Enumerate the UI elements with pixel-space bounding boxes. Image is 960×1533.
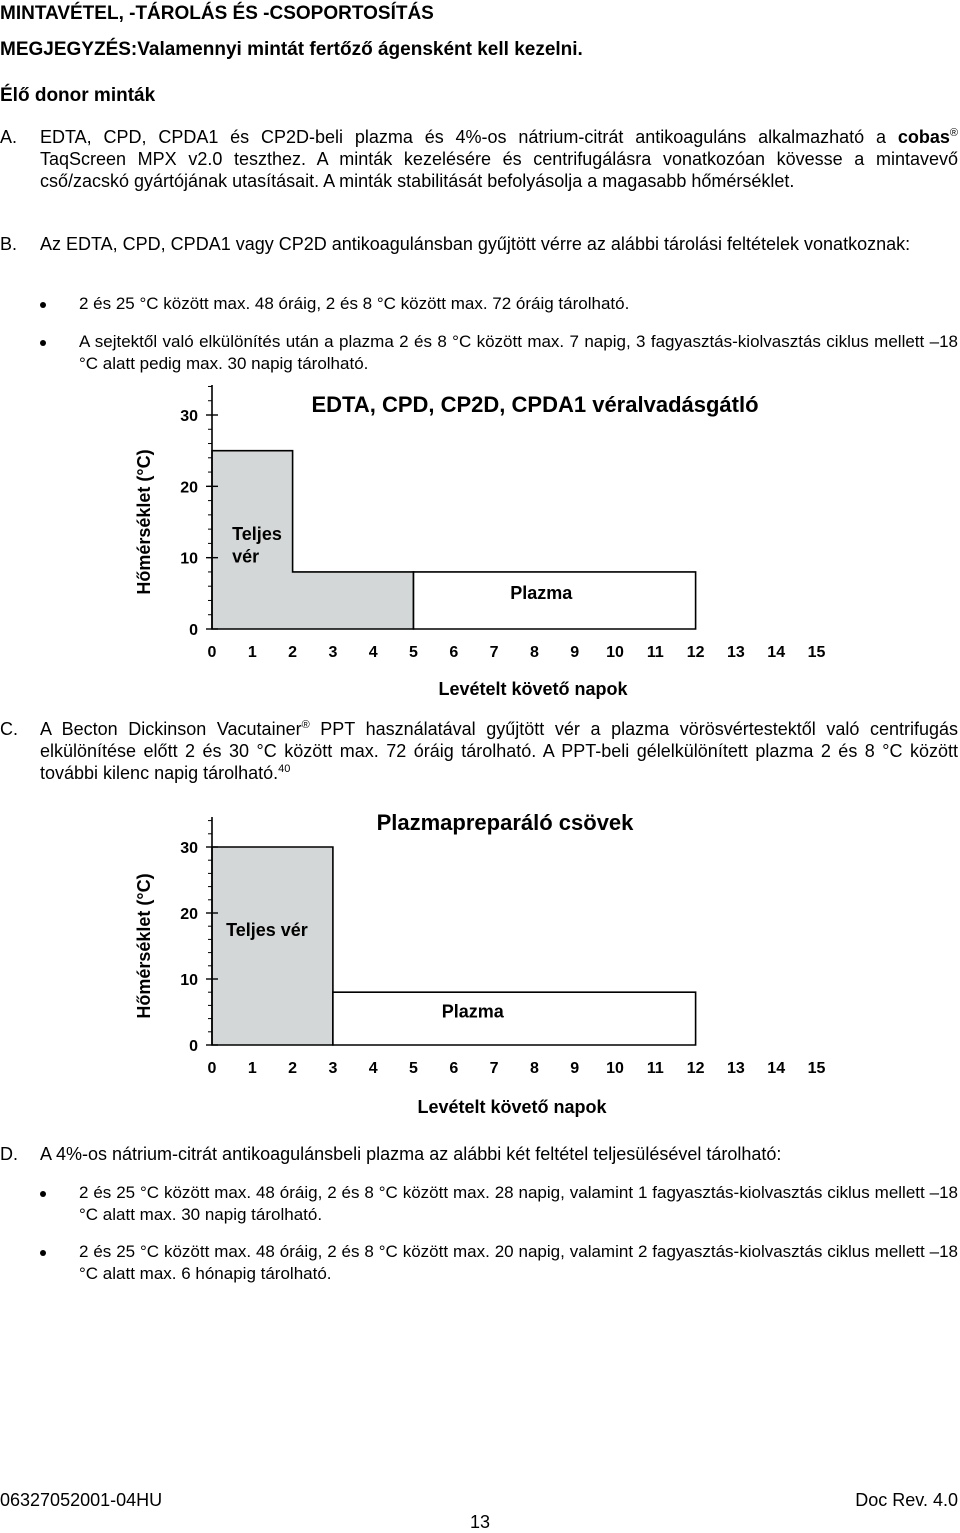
x-tick-label: 3 xyxy=(328,644,338,661)
x-tick-label: 8 xyxy=(529,644,539,661)
annotation-label: Teljes xyxy=(232,523,282,544)
footer-doc-number: 06327052001-04HU xyxy=(0,1490,163,1510)
x-tick-label: 11 xyxy=(646,1060,664,1077)
bullet-dot xyxy=(40,1191,46,1197)
item-letter-d: D. xyxy=(0,1144,18,1164)
x-axis-label: Levételt követő napok xyxy=(438,679,628,699)
reference-superscript: 40 xyxy=(278,763,291,775)
annotation-label: Plazma xyxy=(510,583,573,604)
chart-ppt-svg xyxy=(0,803,960,1123)
y-tick-label: 30 xyxy=(180,840,198,857)
item-letter-b: B. xyxy=(0,234,18,254)
x-tick-label: 12 xyxy=(686,1060,705,1077)
x-tick-label: 1 xyxy=(247,1060,257,1077)
paragraph-a-text-1: EDTA, CPD, CPDA1 és CP2D-beli plazma és 4%-os nátrium-citrát antikoaguláns alkalmazható a xyxy=(40,127,898,147)
chart-title: Plazmapreparáló csövek xyxy=(376,810,634,835)
registered-mark: ® xyxy=(949,127,958,139)
x-tick-label: 0 xyxy=(207,1060,217,1077)
annotation-label: Teljes vér xyxy=(226,920,308,941)
x-tick-label: 2 xyxy=(288,644,298,661)
annotation-label: vér xyxy=(232,546,260,567)
x-tick-label: 4 xyxy=(368,1060,378,1077)
bullet-dot xyxy=(40,1250,46,1256)
x-tick-label: 10 xyxy=(606,644,624,661)
bullet-dot xyxy=(40,340,46,346)
x-tick-label: 6 xyxy=(449,644,459,661)
list-item: 2 és 25 °C között max. 48 óráig, 2 és 8 °C között max. 20 napig, valamint 2 fagyasztás-kiolvasztás ciklus mellett –18 °C alatt max. 6 hónapig tárolható. xyxy=(0,1241,958,1285)
x-tick-label: 5 xyxy=(409,644,418,661)
annotation-label: Plazma xyxy=(441,1001,504,1022)
x-tick-label: 11 xyxy=(646,644,664,661)
x-tick-label: 3 xyxy=(328,1060,338,1077)
paragraph-d xyxy=(0,1143,958,1165)
y-axis-label: Hőmérséklet (°C) xyxy=(134,873,154,1019)
x-tick-label: 10 xyxy=(606,1060,624,1077)
paragraph-c xyxy=(0,718,958,784)
brand-cobas: cobas xyxy=(897,127,950,147)
x-tick-label: 15 xyxy=(807,644,826,661)
chart-ppt-storage xyxy=(0,803,960,1123)
registered-mark: ® xyxy=(301,719,310,731)
x-tick-label: 14 xyxy=(767,1060,786,1077)
x-tick-label: 5 xyxy=(409,1060,418,1077)
paragraph-b-text: Az EDTA, CPD, CPDA1 vagy CP2D antikoagulánsban gyűjtött vérre az alábbi tárolási feltételek vonatkoznak: xyxy=(40,234,911,254)
subheading-live-donor: Élő donor minták xyxy=(0,85,156,106)
y-tick-label: 10 xyxy=(180,550,198,568)
x-tick-label: 12 xyxy=(686,644,705,661)
series-area-0 xyxy=(212,847,333,1045)
x-tick-label: 9 xyxy=(570,1060,580,1077)
x-tick-label: 7 xyxy=(489,1060,499,1077)
list-item: A sejtektől való elkülönítés után a plazma 2 és 8 °C között max. 7 napig, 3 fagyasztás-kiolvasztás ciklus mellett –18 °C alatt pedig max. 30 napig tárolható. xyxy=(0,331,958,375)
series-area-1 xyxy=(333,992,696,1045)
x-tick-label: 2 xyxy=(288,1060,298,1077)
footer-page-number: 13 xyxy=(469,1512,491,1532)
paragraph-c-text-2: PPT használatával gyűjtött vér a plazma vörösvértestektől való centrifugás elkülönítése előtt 2 és 30 °C között max. 72 óráig tárolható. A PPT-beli gélelkülönített plazma 2 és 8 °C között további kilenc napig tárolható. xyxy=(40,719,958,783)
x-tick-label: 0 xyxy=(207,644,217,661)
y-tick-label: 20 xyxy=(180,479,198,497)
item-letter-c: C. xyxy=(0,719,18,739)
paragraph-a-text-2: TaqScreen MPX v2.0 teszthez. A minták kezelésére és centrifugálásra vonatkozóan kövesse a mintavevő cső/zacskó gyártójának utasításait. A minták stabilitását befolyásolja a magasabb hőmérséklet. xyxy=(40,149,958,191)
paragraph-b xyxy=(0,233,958,255)
paragraph-c-text-1: A Becton Dickinson Vacutainer xyxy=(40,719,302,739)
bullet-dot xyxy=(40,302,46,308)
y-tick-label: 0 xyxy=(189,622,198,639)
x-tick-label: 4 xyxy=(368,644,378,661)
y-axis-label: Hőmérséklet (°C) xyxy=(134,449,154,595)
chart-title: EDTA, CPD, CP2D, CPDA1 véralvadásgátló xyxy=(311,392,759,417)
item-letter-a: A. xyxy=(0,127,18,147)
chart-edta-svg xyxy=(0,385,960,705)
x-tick-label: 13 xyxy=(727,644,745,661)
chart-edta-storage xyxy=(0,385,960,705)
y-tick-label: 20 xyxy=(180,906,198,923)
x-tick-label: 9 xyxy=(570,644,580,661)
x-tick-label: 6 xyxy=(449,1060,459,1077)
paragraph-a xyxy=(0,126,958,192)
x-tick-label: 13 xyxy=(727,1060,745,1077)
y-tick-label: 0 xyxy=(189,1038,198,1055)
paragraph-d-text: A 4%-os nátrium-citrát antikoagulánsbeli plazma az alábbi két feltétel teljesülésével tárolható: xyxy=(40,1144,782,1164)
footer-revision: Doc Rev. 4.0 xyxy=(855,1490,958,1510)
x-tick-label: 8 xyxy=(529,1060,539,1077)
biohazard-note: MEGJEGYZÉS:Valamennyi mintát fertőző ágensként kell kezelni. xyxy=(0,39,583,60)
list-item: 2 és 25 °C között max. 48 óráig, 2 és 8 °C között max. 28 napig, valamint 1 fagyasztás-kiolvasztás ciklus mellett –18 °C alatt max. 30 napig tárolható. xyxy=(0,1182,958,1226)
x-tick-label: 1 xyxy=(247,644,257,661)
x-tick-label: 14 xyxy=(767,644,786,661)
y-tick-label: 10 xyxy=(180,972,198,989)
y-tick-label: 30 xyxy=(180,408,198,425)
x-tick-label: 15 xyxy=(807,1060,826,1077)
list-item: 2 és 25 °C között max. 48 óráig, 2 és 8 °C között max. 72 óráig tárolható. xyxy=(0,293,958,315)
section-heading: MINTAVÉTEL, -TÁROLÁS ÉS -CSOPORTOSÍTÁS xyxy=(0,3,434,24)
x-axis-label: Levételt követő napok xyxy=(417,1097,607,1117)
x-tick-label: 7 xyxy=(489,644,499,661)
